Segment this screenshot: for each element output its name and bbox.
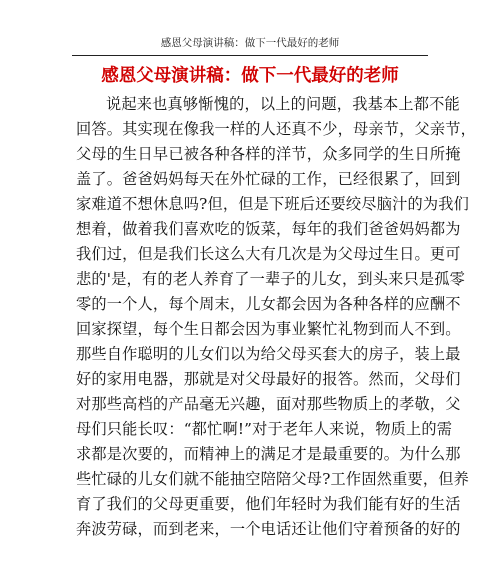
body-line: 家难道不想休息吗?但，但是下班后还要绞尽脑汁的为我们 [76,195,470,213]
body-line: 父母的生日早已被各种各样的洋节，众多同学的生日所掩 [76,145,461,163]
body-line: 回答。其实现在像我一样的人还真不少，母亲节，父亲节， [76,120,477,138]
body-line: 零的一个人，每个周末，儿女都会因为各种各样的应酬不 [76,295,461,313]
running-header: 感恩父母演讲稿：做下一代最好的老师 [160,37,340,49]
body-line: 些忙碌的儿女们就不能抽空陪陪父母?工作固然重要，但养 [76,470,470,488]
body-line: 对那些高档的产品毫无兴趣，面对那些物质上的孝敬，父 [76,395,461,413]
header-divider [72,55,428,56]
body-line: 回家探望，每个生日都会因为事业繁忙礼物到而人不到。 [76,320,461,338]
body-line: 盖了。爸爸妈妈每天在外忙碌的工作，已经很累了，回到 [76,170,461,188]
body-line: 奔波劳碌，而到老来，一个电话还让他们守着预备的好的 [76,520,461,538]
body-line: 求都是次要的，而精神上的满足才是最重要的。为什么那 [76,445,461,463]
body-line: 说起来也真够惭愧的，以上的问题，我基本上都不能 [106,95,460,113]
body-text [76,92,477,542]
body-line: 悲的'是，有的老人养育了一辈子的儿女，到头来只是孤零 [76,270,466,288]
body-line: 好的家用电器，那就是对父母最好的报答。然而，父母们 [76,370,461,388]
body-line: 母们只能长叹：“都忙啊!”对于老年人来说，物质上的需 [76,420,453,438]
body-line: 那些自作聪明的儿女们以为给父母买套大的房子，装上最 [76,345,461,363]
body-line: 我们过，但是我们长这么大有几次是为父母过生日。更可 [76,245,461,263]
body-line: 想着，做着我们喜欢吃的饭菜，每年的我们爸爸妈妈都为 [76,220,461,238]
document-title: 感恩父母演讲稿：做下一代最好的老师 [101,66,399,86]
body-line: 育了我们的父母更重要，他们年轻时为我们能有好的生活 [76,495,461,513]
